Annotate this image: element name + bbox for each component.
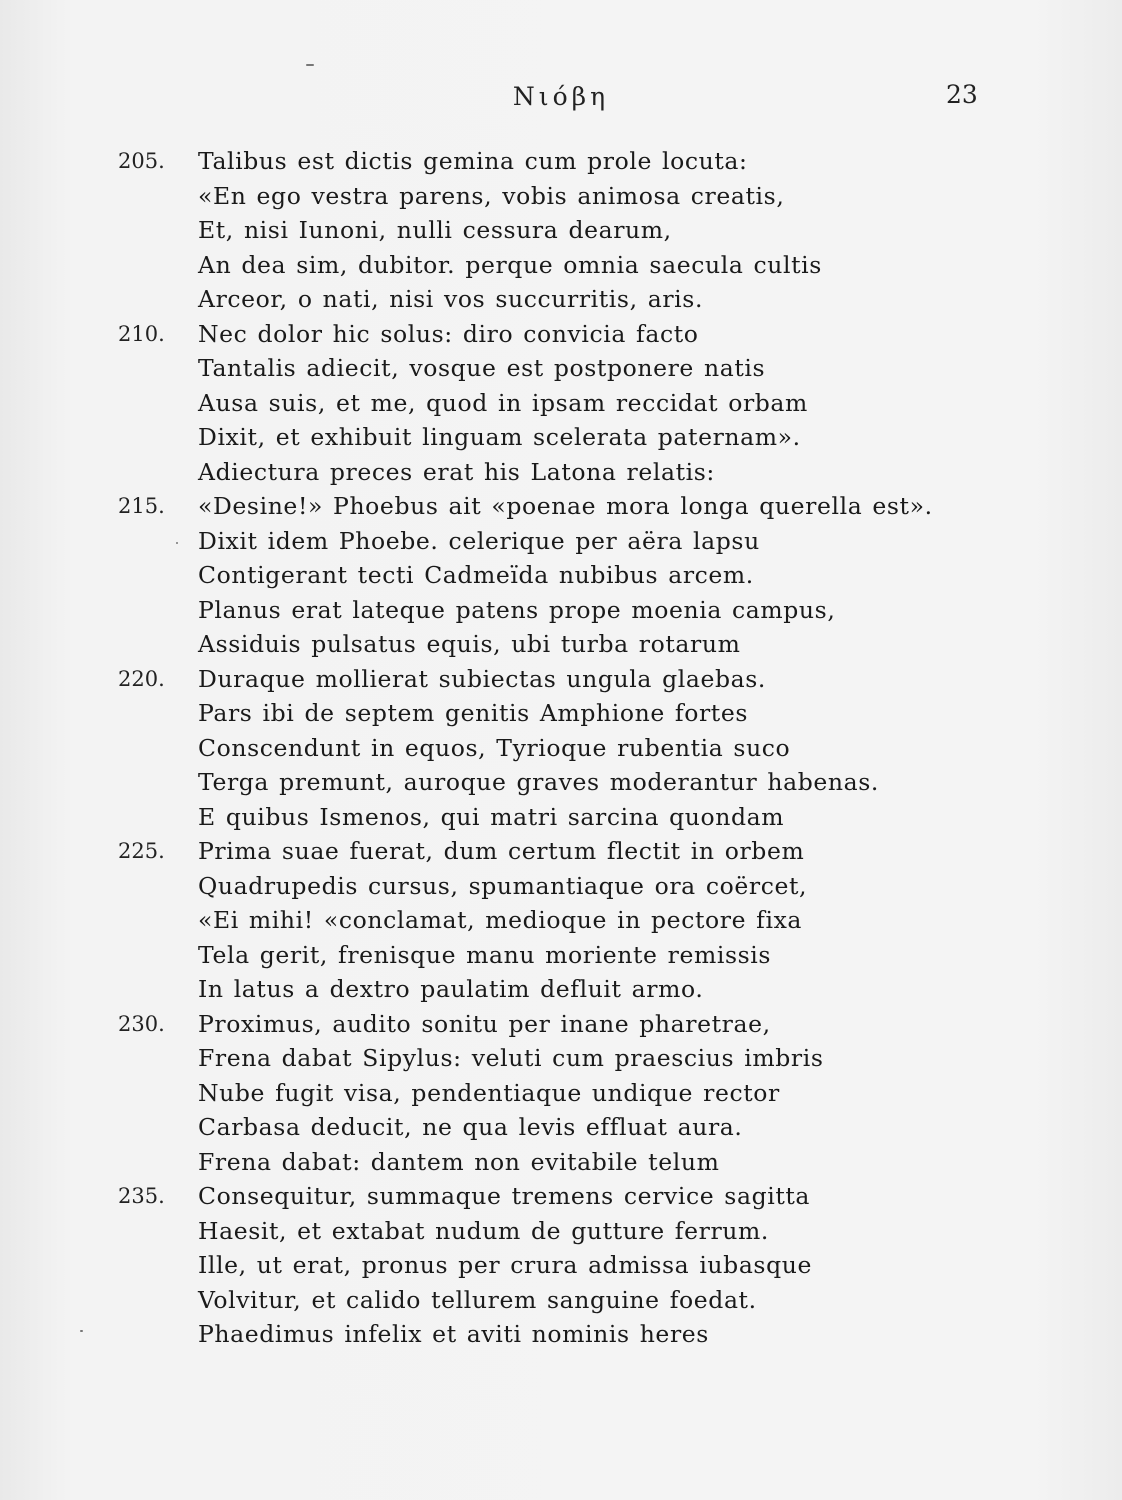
verse-line bbox=[118, 800, 1018, 835]
verse-line bbox=[118, 627, 1018, 662]
running-head-title: Νιόβη bbox=[512, 82, 610, 111]
verse-text: Et, nisi Iunoni, nulli cessura dearum, bbox=[198, 216, 672, 244]
verse-line bbox=[118, 351, 1018, 386]
verse-line bbox=[118, 317, 1018, 352]
line-number: 230. bbox=[118, 1011, 165, 1036]
verse-line bbox=[118, 696, 1018, 731]
verse-line bbox=[118, 455, 1018, 490]
verse-text: In latus a dextro paulatim defluit armo. bbox=[198, 975, 704, 1003]
verse-text: Pars ibi de septem genitis Amphione fortes bbox=[198, 699, 748, 727]
verse-text: Consequitur, summaque tremens cervice sagitta bbox=[198, 1182, 811, 1210]
verse-line bbox=[118, 903, 1018, 938]
verse-text: Frena dabat: dantem non evitabile telum bbox=[198, 1147, 720, 1176]
verse-text: Proximus, audito sonitu per inane pharetrae, bbox=[198, 1009, 771, 1038]
verse-line bbox=[118, 524, 1018, 559]
print-speck bbox=[80, 1330, 83, 1332]
verse-text: Prima suae fuerat, dum certum flectit in orbem bbox=[198, 837, 805, 865]
verse-text: Quadrupedis cursus, spumantiaque ora coërcet, bbox=[198, 871, 808, 900]
verse-text: Adiectura preces erat his Latona relatis: bbox=[198, 457, 715, 486]
verse-line bbox=[118, 834, 1018, 869]
verse-text: Tantalis adiecit, vosque est postponere natis bbox=[198, 354, 766, 382]
verse-line bbox=[118, 386, 1018, 421]
line-number: 220. bbox=[118, 666, 165, 691]
verse-line bbox=[118, 662, 1018, 697]
verse-line bbox=[118, 1007, 1018, 1042]
verse-text: Terga premunt, auroque graves moderantur habenas. bbox=[198, 768, 879, 796]
verse-text: Volvitur, et calido tellurem sanguine foedat. bbox=[198, 1285, 757, 1314]
print-speck bbox=[306, 64, 314, 66]
verse-text: Nube fugit visa, pendentiaque undique rector bbox=[198, 1078, 780, 1107]
verse-line bbox=[118, 869, 1018, 904]
verse-line bbox=[118, 731, 1018, 766]
verse-line bbox=[118, 489, 1018, 524]
verse-line bbox=[118, 1041, 1018, 1076]
verse-line bbox=[118, 420, 1018, 455]
verse-line bbox=[118, 558, 1018, 593]
verse-text: Haesit, et extabat nudum de gutture ferrum. bbox=[198, 1216, 769, 1245]
verse-text: Ille, ut erat, pronus per crura admissa iubasque bbox=[198, 1251, 812, 1279]
print-speck bbox=[176, 542, 178, 544]
line-number: 205. bbox=[118, 149, 165, 173]
verse-line bbox=[118, 593, 1018, 628]
verse-text: «En ego vestra parens, vobis animosa creatis, bbox=[198, 181, 785, 210]
verse-line bbox=[118, 1214, 1018, 1249]
verse-text: Contigerant tecti Cadmeïda nubibus arcem. bbox=[198, 561, 754, 589]
verse-text: Frena dabat Sipylus: veluti cum praescius imbris bbox=[198, 1044, 824, 1072]
verse-line bbox=[118, 248, 1018, 283]
verse-line bbox=[118, 1110, 1018, 1145]
verse-line bbox=[118, 765, 1018, 800]
verse-text: Dixit, et exhibuit linguam scelerata paternam». bbox=[198, 423, 801, 451]
verse-text: Nec dolor hic solus: diro convicia facto bbox=[198, 319, 699, 348]
verse-line bbox=[118, 144, 1018, 179]
line-number: 225. bbox=[118, 839, 165, 863]
verse-line bbox=[118, 972, 1018, 1007]
verse-text: Conscendunt in equos, Tyrioque rubentia suco bbox=[198, 733, 791, 762]
verse-line bbox=[118, 1179, 1018, 1214]
verse-line bbox=[118, 179, 1018, 214]
verse-line bbox=[118, 1076, 1018, 1111]
verse-text: Phaedimus infelix et aviti nominis heres bbox=[198, 1320, 709, 1348]
verse-text: Dixit idem Phoebe. celerique per aëra lapsu bbox=[198, 526, 760, 555]
verse-text: Carbasa deducit, ne qua levis effluat aura. bbox=[198, 1113, 743, 1141]
verse-line bbox=[118, 1145, 1018, 1180]
verse-text: Tela gerit, frenisque manu moriente remissis bbox=[198, 940, 772, 969]
verse-block bbox=[118, 144, 1018, 1352]
verse-text: Ausa suis, et me, quod in ipsam reccidat orbam bbox=[198, 388, 808, 417]
verse-text: Arceor, o nati, nisi vos succurritis, aris. bbox=[198, 285, 704, 313]
line-number: 235. bbox=[118, 1184, 165, 1208]
verse-line bbox=[118, 213, 1018, 248]
page-number: 23 bbox=[946, 80, 978, 109]
verse-text: «Ei mihi! «conclamat, medioque in pectore fixa bbox=[198, 906, 803, 934]
verse-line bbox=[118, 282, 1018, 317]
verse-line bbox=[118, 1248, 1018, 1283]
verse-line bbox=[118, 1317, 1018, 1352]
verse-text: Assiduis pulsatus equis, ubi turba rotarum bbox=[198, 630, 741, 658]
verse-text: Talibus est dictis gemina cum prole locuta: bbox=[198, 147, 748, 175]
line-number: 215. bbox=[118, 494, 165, 518]
verse-text: E quibus Ismenos, qui matri sarcina quondam bbox=[198, 802, 785, 831]
verse-line bbox=[118, 938, 1018, 973]
verse-text: «Desine!» Phoebus ait «poenae mora longa querella est». bbox=[198, 492, 933, 520]
verse-text: Duraque mollierat subiectas ungula glaebas. bbox=[198, 664, 766, 693]
verse-text: An dea sim, dubitor. perque omnia saecula cultis bbox=[198, 250, 822, 279]
line-number: 210. bbox=[118, 321, 165, 346]
verse-line bbox=[118, 1283, 1018, 1318]
verse-text: Planus erat lateque patens prope moenia campus, bbox=[198, 595, 836, 624]
